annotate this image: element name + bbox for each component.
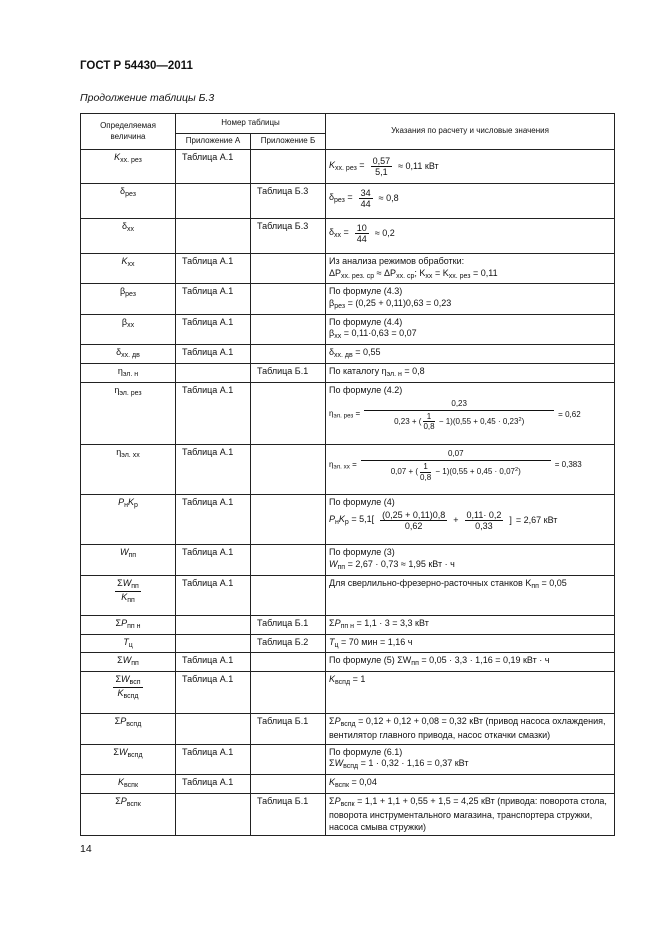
notes-cell: $K_{вспк} = 0,04$ — [326, 775, 615, 794]
app-a-cell: Таблица А.1 — [176, 383, 251, 445]
quantity-cell: $\beta_{рез}$ — [81, 284, 176, 314]
table-row — [81, 545, 615, 575]
app-a-cell: Таблица А.1 — [176, 775, 251, 794]
notes-cell: $\Sigma P_{вспк} = 1,1 + 1,1 + 0,55 + 1,5 = 4,25$ кВт (привода: поворота стола, поворота инструментального магазина, транспортера стружки, насоса смыва стружки) — [326, 794, 615, 836]
app-a-cell — [176, 364, 251, 383]
quantity-cell: $\eta_{эл. рез}$ — [81, 383, 176, 445]
app-a-cell — [176, 714, 251, 744]
notes-cell: $T_ц = 70$ мин = 1,16 ч — [326, 634, 615, 653]
table-row — [81, 445, 615, 495]
quantity-cell: $\eta_{эл. н}$ — [81, 364, 176, 383]
app-b-cell — [251, 575, 326, 615]
table-row — [81, 150, 615, 184]
app-b-cell: Таблица Б.1 — [251, 714, 326, 744]
app-a-cell: Таблица А.1 — [176, 150, 251, 184]
quantity-cell: $T_ц$ — [81, 634, 176, 653]
app-b-cell: Таблица Б.1 — [251, 794, 326, 836]
app-a-cell: Таблица А.1 — [176, 495, 251, 545]
quantity-cell: $\frac{\Sigma W_{всп}}{K_{вспд}}$ — [81, 672, 176, 714]
app-a-cell: Таблица А.1 — [176, 345, 251, 364]
quantity-cell: $\Sigma P_{пп н}$ — [81, 615, 176, 634]
app-b-cell — [251, 284, 326, 314]
table-row — [81, 314, 615, 344]
table-row — [81, 364, 615, 383]
app-b-cell: Таблица Б.1 — [251, 615, 326, 634]
table-row — [81, 284, 615, 314]
notes-cell: По формуле (4.3) $\beta_{рез} = (0,25 + 0,11)0,63 = 0,23$ — [326, 284, 615, 314]
header-table-number: Номер таблицы — [176, 114, 326, 134]
table-row — [81, 634, 615, 653]
table-row — [81, 219, 615, 254]
quantity-cell: $P_нK_р$ — [81, 495, 176, 545]
quantity-cell: $\Sigma P_{вспк}$ — [81, 794, 176, 836]
quantity-cell: $\delta_{хх. дв}$ — [81, 345, 176, 364]
notes-cell: $\eta_{эл. хх}$ = 0,07 0,07 + ( $\frac{1}{0,8}$ − $1)(0,55 + 0,45 \cdot 0,07^2)$ = 0,383 — [326, 445, 615, 495]
notes-cell: $\Sigma P_{пп н} = 1,1 \cdot 3 = 3,3$ кВт — [326, 615, 615, 634]
app-a-cell: Таблица А.1 — [176, 653, 251, 672]
table-row — [81, 615, 615, 634]
table-row — [81, 495, 615, 545]
app-b-cell — [251, 383, 326, 445]
table-row — [81, 672, 615, 714]
quantity-cell: $\Sigma W_{пп}$ — [81, 653, 176, 672]
app-a-cell — [176, 184, 251, 219]
table-row — [81, 775, 615, 794]
app-b-cell: Таблица Б.1 — [251, 364, 326, 383]
notes-cell: По каталогу $\eta_{эл. н} = 0,8$ — [326, 364, 615, 383]
quantity-cell: $K_{хх}$ — [81, 254, 176, 284]
notes-cell: $\Sigma P_{вспд} = 0,12 + 0,12 + 0,08 = 0,32$ кВт (привод насоса охлаждения, вентилятор главного привода, насос откачки смазки) — [326, 714, 615, 744]
app-b-cell — [251, 150, 326, 184]
app-a-cell: Таблица А.1 — [176, 445, 251, 495]
notes-cell: $\delta_{хх. дв} = 0,55$ — [326, 345, 615, 364]
quantity-cell: $\Sigma W_{вспд}$ — [81, 744, 176, 774]
app-a-cell: Таблица А.1 — [176, 314, 251, 344]
app-a-cell: Таблица А.1 — [176, 672, 251, 714]
notes-cell: $\delta_{рез}$ = $\frac{34}{44}$ ≈ 0,8 — [326, 184, 615, 219]
app-a-cell: Таблица А.1 — [176, 575, 251, 615]
app-a-cell: Таблица А.1 — [176, 545, 251, 575]
header-app-a: Приложение А — [176, 134, 251, 150]
notes-cell: По формуле (6.1) $\Sigma W_{вспд} = 1 \cdot 0,32 \cdot 1,16 = 0,37$ кВт — [326, 744, 615, 774]
notes-cell: По формуле (4.2) $\eta_{эл. рез}$ = 0,23 0,23 + ( $\frac{1}{0,8}$ − $1)(0,55 + 0,45 \cdot 0,23^2)$ = 0,62 — [326, 383, 615, 445]
table-row — [81, 653, 615, 672]
app-b-cell: Таблица Б.2 — [251, 634, 326, 653]
quantity-cell: $\frac{\Sigma W_{пп}}{K_{пп}}$ — [81, 575, 176, 615]
table-row — [81, 345, 615, 364]
quantity-cell: $\delta_{рез}$ — [81, 184, 176, 219]
notes-cell: По формуле (4.4) $\beta_{хх} = 0,11\cdot 0,63 = 0,07$ — [326, 314, 615, 344]
quantity-cell: $\delta_{хх}$ — [81, 219, 176, 254]
app-b-cell: Таблица Б.3 — [251, 219, 326, 254]
notes-cell: $K_{хх. рез}$ = $\frac{0,57}{5,1}$ ≈ 0,11 кВт — [326, 150, 615, 184]
app-a-cell: Таблица А.1 — [176, 744, 251, 774]
header-quantity: Определяемая величина — [81, 114, 176, 150]
app-a-cell — [176, 634, 251, 653]
app-a-cell — [176, 219, 251, 254]
quantity-cell: $\eta_{эл. хх}$ — [81, 445, 176, 495]
app-a-cell — [176, 794, 251, 836]
calculation-table — [80, 113, 615, 836]
notes-cell: По формуле (3) $W_{пп} = 2,67 \cdot 0,73 \approx 1,95$ кВт · ч — [326, 545, 615, 575]
app-a-cell: Таблица А.1 — [176, 284, 251, 314]
app-b-cell — [251, 254, 326, 284]
notes-cell: Для сверлильно-фрезерно-расточных станков $K_{пп} = 0,05$ — [326, 575, 615, 615]
app-a-cell: Таблица А.1 — [176, 254, 251, 284]
app-b-cell — [251, 744, 326, 774]
table-row — [81, 744, 615, 774]
table-row — [81, 714, 615, 744]
table-row — [81, 184, 615, 219]
header-notes: Указания по расчету и числовые значения — [326, 114, 615, 150]
quantity-cell: $\Sigma P_{вспд}$ — [81, 714, 176, 744]
quantity-cell: $K_{хх. рез}$ — [81, 150, 176, 184]
quantity-cell: $\beta_{хх}$ — [81, 314, 176, 344]
app-b-cell — [251, 672, 326, 714]
table-row — [81, 254, 615, 284]
table-row — [81, 383, 615, 445]
quantity-cell: $K_{вспк}$ — [81, 775, 176, 794]
table-row — [81, 575, 615, 615]
table-row — [81, 794, 615, 836]
app-b-cell: Таблица Б.3 — [251, 184, 326, 219]
app-b-cell — [251, 495, 326, 545]
app-b-cell — [251, 445, 326, 495]
page-number: 14 — [80, 843, 92, 855]
notes-cell: $K_{вспд} = 1$ — [326, 672, 615, 714]
notes-cell: По формуле (4) $P_нK_р = 5,1$[ $\frac{(0,25 + 0,11)0,8}{0,62}$ + $\frac{0,11\cdot 0,2}{0,33}$ ] = 2,67 кВт — [326, 495, 615, 545]
notes-cell: По формуле (5) $\Sigma W_{пп} = 0,05 \cdot 3,3 \cdot 1,16 = 0,19$ кВт · ч — [326, 653, 615, 672]
notes-cell: Из анализа режимов обработки: $\Delta P_{хх. рез. ср} \approx \Delta P_{хх. ср}$; $K_{хх} = K_{хх. рез} = 0,11$ — [326, 254, 615, 284]
app-b-cell — [251, 775, 326, 794]
app-b-cell — [251, 345, 326, 364]
notes-cell: $\delta_{хх}$ = $\frac{10}{44}$ ≈ 0,2 — [326, 219, 615, 254]
app-b-cell — [251, 545, 326, 575]
document-header: ГОСТ Р 54430—2011 — [80, 60, 193, 72]
app-b-cell — [251, 653, 326, 672]
table-caption: Продолжение таблицы Б.3 — [80, 92, 215, 104]
app-a-cell — [176, 615, 251, 634]
app-b-cell — [251, 314, 326, 344]
quantity-cell: $W_{пп}$ — [81, 545, 176, 575]
header-app-b: Приложение Б — [251, 134, 326, 150]
